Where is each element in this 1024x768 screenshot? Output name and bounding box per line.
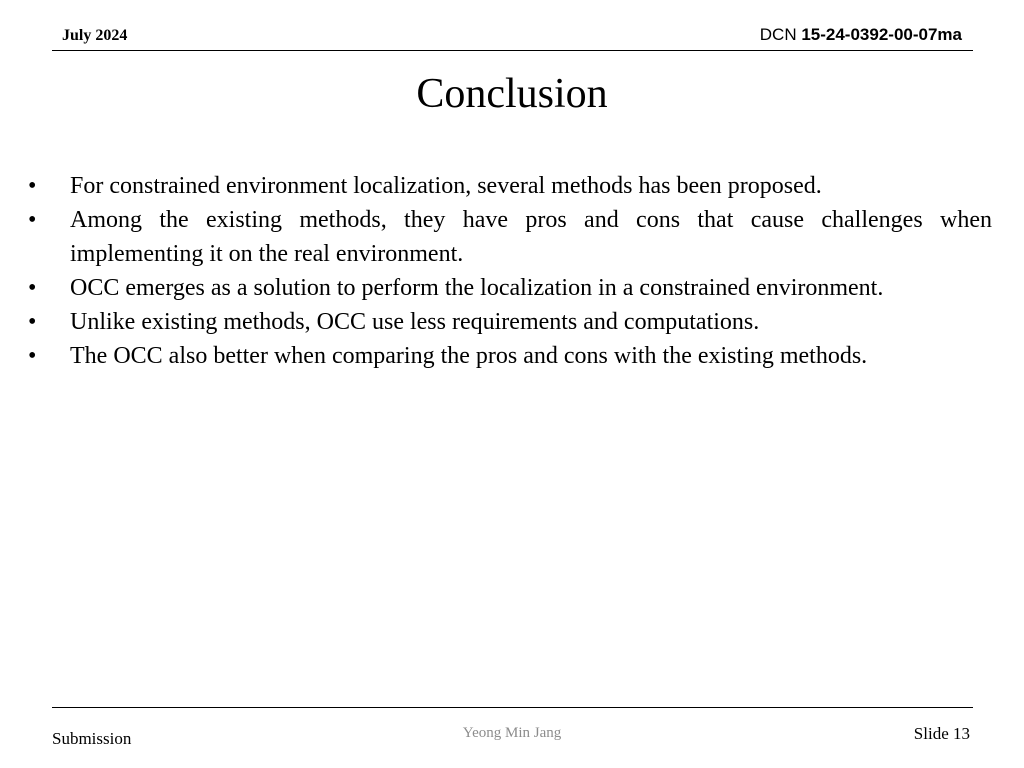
footer-submission: Submission (52, 729, 132, 748)
slide-label: Slide (913, 724, 953, 743)
bullet-icon: • (28, 173, 37, 199)
header-date: July 2024 (62, 27, 128, 44)
footer-slide-number (914, 723, 970, 745)
bullet-item (28, 305, 992, 339)
footer-divider (52, 707, 973, 708)
bullet-text: OCC emerges as a solution to perform the localization in a constrained environment. (70, 275, 884, 301)
bullet-icon: • (28, 275, 37, 301)
bullet-icon: • (28, 309, 37, 335)
bullet-text: The OCC also better when comparing the pros and cons with the existing methods. (70, 343, 868, 369)
bullet-item (28, 203, 992, 271)
bullet-item (28, 271, 992, 305)
bullet-list (28, 169, 992, 373)
header-dcn (760, 24, 962, 46)
bullet-text: Among the existing methods, they have pros and cons that cause challenges when implementing it on the real environment. (70, 207, 992, 267)
bullet-item (28, 169, 992, 203)
dcn-number: 15-24-0392-00-07ma (801, 25, 962, 44)
header-divider (52, 50, 973, 51)
bullet-item (28, 339, 992, 373)
bullet-text: For constrained environment localization, several methods has been proposed. (70, 173, 822, 199)
dcn-prefix: DCN (759, 25, 802, 44)
slide-number: 13 (953, 724, 970, 743)
bullet-text: Unlike existing methods, OCC use less requirements and computations. (70, 309, 760, 335)
footer-author: Yeong Min Jang (462, 725, 562, 741)
slide-title: Conclusion (416, 71, 608, 117)
bullet-icon: • (28, 207, 37, 233)
bullet-icon: • (28, 343, 37, 369)
